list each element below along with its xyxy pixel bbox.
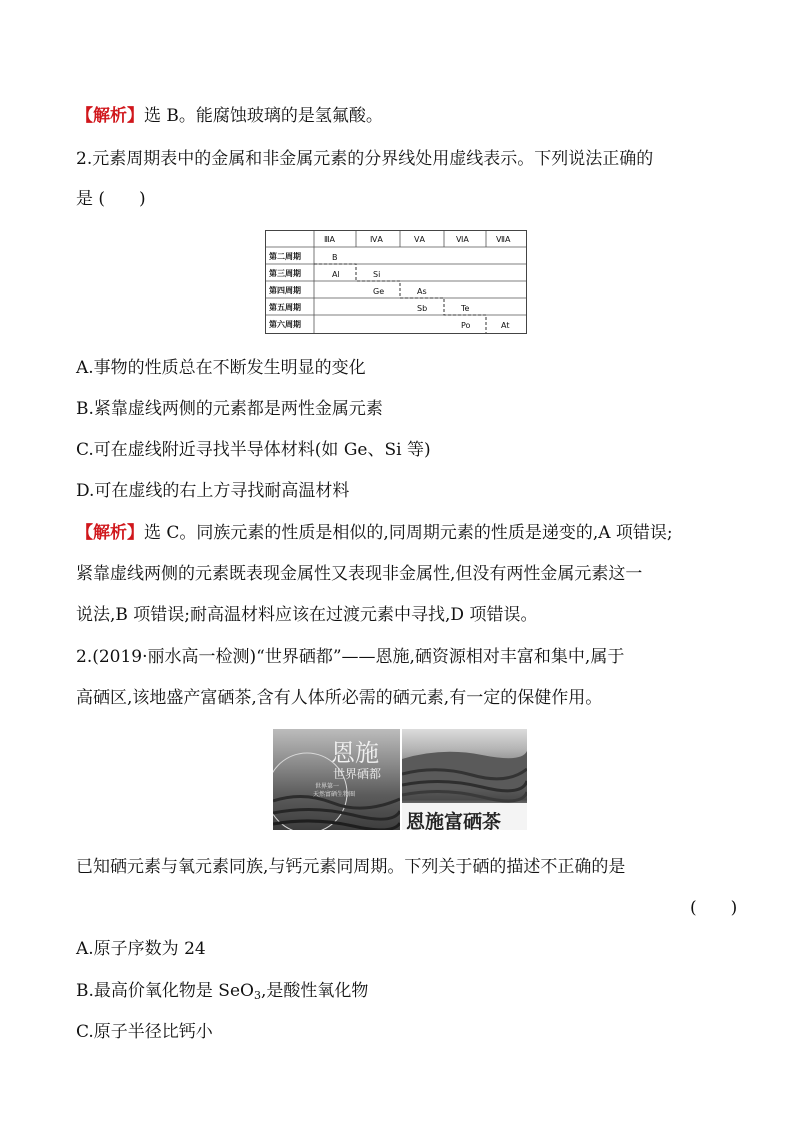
question-3-line-1: 2.(2019·丽水高一检测)“世界硒都”——恩施,硒资源相对丰富和集中,属于 xyxy=(76,647,625,667)
header-group-5a: ⅤA xyxy=(414,235,425,244)
element-b: B xyxy=(332,253,338,262)
q2-option-b: B.紧靠虚线两侧的元素都是两性金属元素 xyxy=(76,399,383,419)
q3-option-b-subscript: 3 xyxy=(253,989,261,1002)
element-as: As xyxy=(417,287,427,296)
analysis-tag: 【解析】 xyxy=(76,106,144,126)
row-period-2: 第二周期 xyxy=(269,252,301,261)
question-3-line-3: 已知硒元素与氧元素同族,与钙元素同周期。下列关于硒的描述不正确的是 xyxy=(76,857,626,877)
analysis-tag: 【解析】 xyxy=(76,523,144,543)
selenium-tea-image xyxy=(402,729,527,830)
question-2-line-2: 是 ( ) xyxy=(76,189,146,209)
poster-small-text-1: 世界第一 xyxy=(315,783,340,790)
element-sb: Sb xyxy=(417,304,428,313)
answer-paren: ( ) xyxy=(690,898,738,918)
row-period-4: 第四周期 xyxy=(269,286,301,295)
analysis-2-line-2: 紧靠虚线两侧的元素既表现金属性又表现非金属性,但没有两性金属元素这一 xyxy=(76,564,643,584)
q3-option-b-tail: ,是酸性氧化物 xyxy=(260,981,369,1001)
tea-title-text: 恩施富硒茶 xyxy=(406,811,502,830)
element-po: Po xyxy=(461,321,471,330)
q2-option-d: D.可在虚线的右上方寻找耐高温材料 xyxy=(76,481,350,501)
row-period-5: 第五周期 xyxy=(269,303,301,312)
q3-option-a: A.原子序数为 24 xyxy=(76,939,206,959)
q3-option-b-main: B.最高价氧化物是 SeO xyxy=(76,981,254,1001)
element-al: Al xyxy=(332,270,340,279)
periodic-table-figure xyxy=(265,230,527,334)
element-si: Si xyxy=(373,270,381,279)
periodic-table-grid xyxy=(266,231,526,333)
q2-option-a: A.事物的性质总在不断发生明显的变化 xyxy=(76,358,366,378)
q2-option-c: C.可在虚线附近寻找半导体材料(如 Ge、Si 等) xyxy=(76,440,431,460)
poster-mid-text: 世界硒都 xyxy=(333,767,382,781)
analysis-2-line-1 xyxy=(76,521,673,545)
row-period-3: 第三周期 xyxy=(269,269,301,278)
header-group-4a: ⅣA xyxy=(370,235,383,244)
header-group-7a: ⅦA xyxy=(496,235,511,244)
question-3-line-2: 高硒区,该地盛产富硒茶,含有人体所必需的硒元素,有一定的保健作用。 xyxy=(76,688,603,708)
header-group-6a: ⅥA xyxy=(456,235,469,244)
element-te: Te xyxy=(461,304,470,313)
q3-option-c: C.原子半径比钙小 xyxy=(76,1022,213,1042)
element-ge: Ge xyxy=(373,287,385,296)
poster-big-text: 恩施 xyxy=(331,739,379,767)
analysis-text: 选 B。能腐蚀玻璃的是氢氟酸。 xyxy=(144,106,383,126)
element-at: At xyxy=(501,321,510,330)
poster-small-text-2: 天然富硒生物圈 xyxy=(313,791,356,798)
analysis-2-line-3: 说法,B 项错误;耐高温材料应该在过渡元素中寻找,D 项错误。 xyxy=(76,605,538,625)
question-2-line-1: 2.元素周期表中的金属和非金属元素的分界线处用虚线表示。下列说法正确的 xyxy=(76,149,654,169)
analysis-text: 选 C。同族元素的性质是相似的,同周期元素的性质是递变的,A 项错误; xyxy=(144,523,673,543)
enshi-poster-image xyxy=(273,729,400,830)
q3-option-b xyxy=(76,979,368,1008)
header-group-3a: ⅢA xyxy=(324,235,335,244)
analysis-1 xyxy=(76,104,383,128)
row-period-6: 第六周期 xyxy=(269,320,301,329)
